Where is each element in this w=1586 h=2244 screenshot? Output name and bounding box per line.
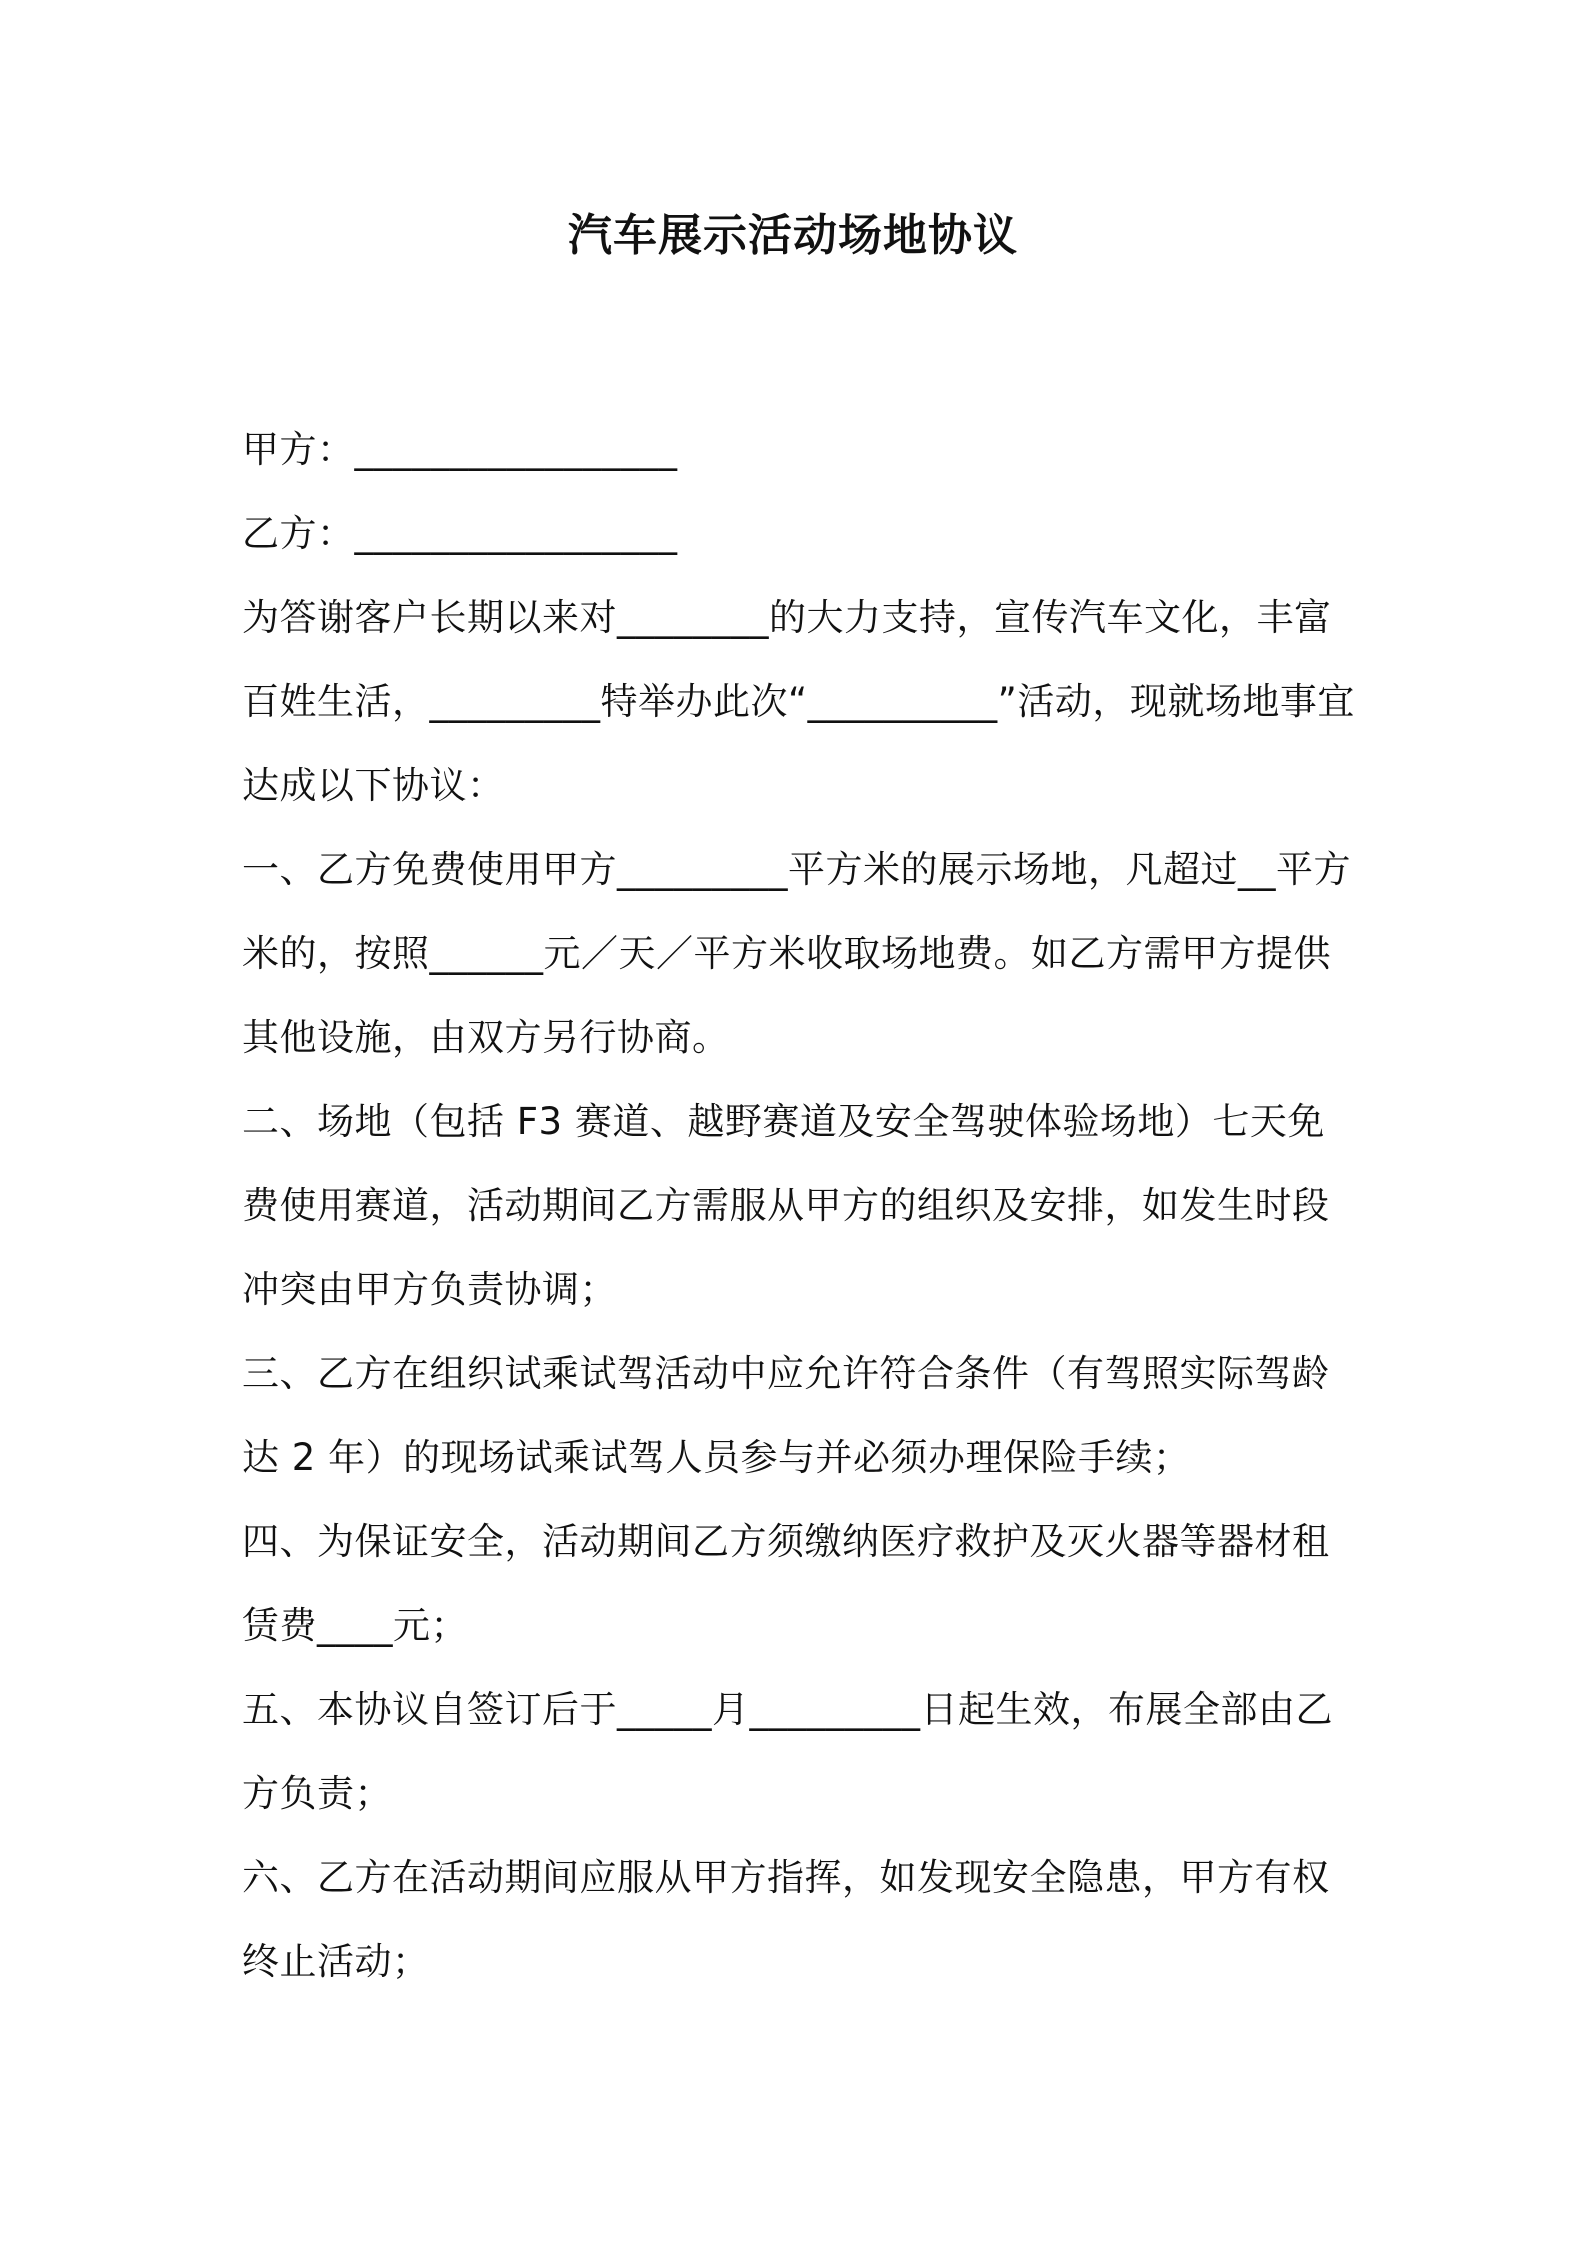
document-body bbox=[242, 408, 1360, 2004]
clause-6: 六、乙方在活动期间应服从甲方指挥，如发现安全隐患，甲方有权终止活动； bbox=[242, 1856, 1330, 1983]
clause-3: 三、乙方在组织试乘试驾活动中应允许符合条件（有驾照实际驾龄达 2 年）的现场试乘试驾人员参与并必须办理保险手续； bbox=[242, 1352, 1330, 1479]
intro-paragraph: 为答谢客户长期以来对________的大力支持，宣传汽车文化，丰富百姓生活，_________特举办此次“__________”活动，现就场地事宜达成以下协议： bbox=[242, 596, 1355, 807]
clause-1: 一、乙方免费使用甲方_________平方米的展示场地，凡超过__平方米的，按照______元／天／平方米收取场地费。如乙方需甲方提供其他设施，由双方另行协商。 bbox=[242, 848, 1351, 1059]
party-a-line: 甲方：_________________ bbox=[242, 428, 678, 471]
clause-5: 五、本协议自签订后于_____月_________日起生效，布展全部由乙方负责； bbox=[242, 1688, 1333, 1815]
party-b-line: 乙方：_________________ bbox=[242, 512, 678, 555]
document-title: 汽车展示活动场地协议 bbox=[568, 210, 1018, 261]
clause-2: 二、场地（包括 F3 赛道、越野赛道及安全驾驶体验场地）七天免费使用赛道，活动期间乙方需服从甲方的组织及安排，如发生时段冲突由甲方负责协调； bbox=[242, 1100, 1330, 1311]
clause-4: 四、为保证安全，活动期间乙方须缴纳医疗救护及灭火器等器材租赁费____元； bbox=[242, 1520, 1330, 1647]
